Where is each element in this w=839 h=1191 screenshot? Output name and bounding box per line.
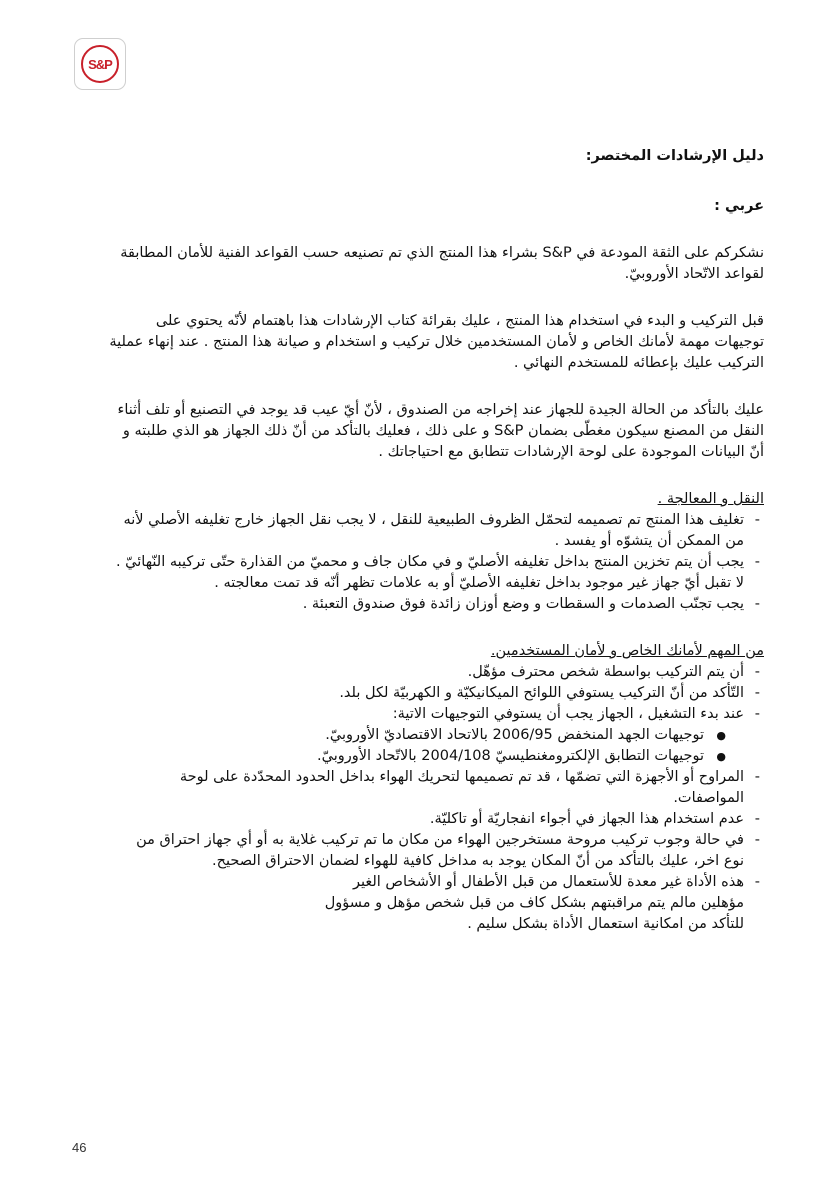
document-title: دليل الإرشادات المختصر: — [585, 148, 764, 164]
installation-paragraph: قبل التركيب و البدء في استخدام هذا المنتج ، عليك بقرائة كتاب الإرشادات هذا باهتمام لأنّه يحتوي على توجيهات مهمة لأمانك الخاص و لأمان المستخدمين خلال تركيب و استخدام و صيانة هذا المنتج . عند إنهاء عملية التركيب عليك بإعطائه للمستخدم النهائي . — [109, 313, 764, 371]
safety-item: - في حالة وجوب تركيب مروحة مستخرجين الهواء من مكان ما تم تركيب غلاية به أو أي جهاز احتراق من — [106, 830, 764, 851]
language-label: عربي : — [714, 198, 764, 214]
safety-item-continuation: نوع اخر، عليك بالتأكد من أنّ المكان يوجد به مداخل كافية للهواء لضمان الاحتراق الصحيح. — [212, 853, 744, 869]
transport-item: - تغليف هذا المنتج تم تصميمه لتحمّل الظروف الطبيعية للنقل ، لا يجب نقل الجهاز خارج تغليفه الأصلي لأنه من الممكن أن يتشوّه أو يفسد . — [106, 510, 764, 552]
safety-item: - عدم استخدام هذا الجهاز في أجواء انفجاريّة أو تاكليّة. — [106, 809, 764, 830]
intro-paragraph: نشكركم على الثقة المودعة في S&P بشراء هذا المنتج الذي تم تصنيعه حسب القواعد الفنية للأمان المطابقة لقواعد الاتّحاد الأوروبيّ. — [120, 245, 764, 282]
page-number: 46 — [72, 1140, 87, 1155]
inspection-paragraph: عليك بالتأكد من الحالة الجيدة للجهاز عند إخراجه من الصندوق ، لأنّ أيّ عيب قد يوجد في التصنيع أو تلف أثناء النقل من المصنع سيكون مغطّى بضمان S&P و على ذلك ، فعليك بالتأكد من أنّ ذلك الجهاز هو الذي طلبته و أنّ البيانات الموجودة على لوحة الإرشادات تتطابق مع احتياجاتك . — [117, 402, 764, 460]
safety-item-continuation: للتأكد من امكانية استعمال الأداة بشكل سليم . — [467, 916, 744, 932]
safety-section-title: من المهم لأمانك الخاص و لأمان المستخدمين. — [490, 643, 764, 659]
document-body — [106, 146, 764, 935]
safety-item: - أن يتم التركيب بواسطة شخص محترف مؤهّل. — [106, 662, 764, 683]
transport-item: - يجب أن يتم تخزين المنتج بداخل تغليفه الأصليّ و في مكان جاف و محميّ من القذارة حتّى تركيبه النّهائيّ . لا تقبل أيّ جهاز غير موجود بداخل تغليفه الأصليّ أو به علامات تظهر أنّه قد تمت معالجته . — [106, 552, 764, 594]
logo-mark — [81, 45, 119, 83]
safety-item: - هذه الأداة غير معدة للأستعمال من قبل الأطفال أو الأشخاص الغير — [106, 872, 764, 893]
transport-section-title: النقل و المعالجة . — [657, 491, 764, 507]
safety-item: - عند بدء التشغيل ، الجهاز يجب أن يستوفي التوجيهات الاتية: — [106, 704, 764, 725]
safety-item: - التّأكد من أنّ التركيب يستوفي اللوائح الميكانيكيّة و الكهربيّة لكل بلد. — [106, 683, 764, 704]
safety-item-continuation: مؤهلين مالم يتم مراقبتهم بشكل كاف من قبل شخص مؤهل و مسؤول — [324, 895, 744, 911]
directive-bullet: ● توجيهات التطابق الإلكترومغنطيسيّ 2004/108 بالاتّحاد الأوروبيّ. — [106, 746, 764, 767]
safety-item: - المراوح أو الأجهزة التي تضمّها ، قد تم تصميمها لتحريك الهواء بداخل الحدود المحدّدة على لوحة المواصفات. — [106, 767, 764, 809]
brand-logo — [74, 38, 126, 90]
transport-item: - يجب تجنّب الصدمات و السقطات و وضع أوزان زائدة فوق صندوق التعبئة . — [106, 594, 764, 615]
directive-bullet: ● توجيهات الجهد المنخفض 2006/95 بالاتحاد الاقتصاديّ الأوروبيّ. — [106, 725, 764, 746]
logo-text: S&P — [88, 56, 112, 72]
